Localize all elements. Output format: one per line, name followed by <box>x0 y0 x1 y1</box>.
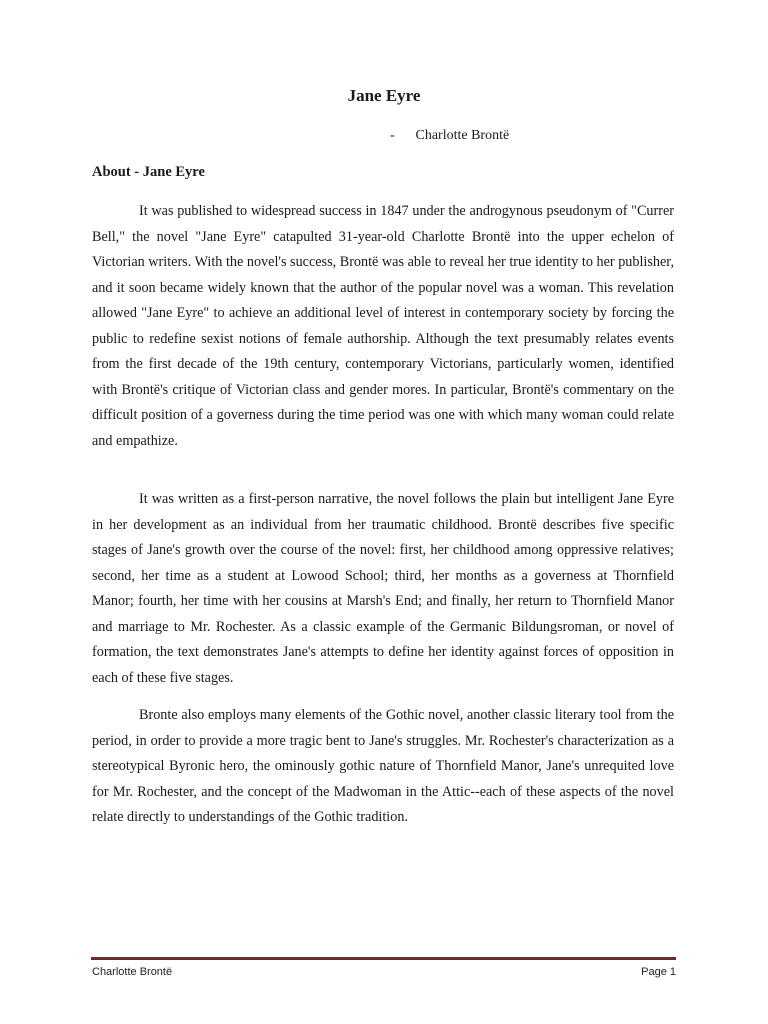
paragraph-narrative: It was written as a first-person narrative, the novel follows the plain but intelligent Jane Eyre in her development as an individual from her traumatic childhood. Brontë describes five specific stages of Jane's growth over the course of the novel: first, her childhood among oppressive relatives; second, her time as a student at Lowood School; third, her months as a governess at Thornfield Manor; fourth, her time with her cousins at Marsh's End; and finally, her return to Thornfield Manor and marriage to Mr. Rochester. As a classic example of the Germanic Bildungsroman, or novel of formation, the text demonstrates Jane's attempts to define her identity against forces of opposition in each of these five stages. <box>92 491 674 686</box>
author-line <box>390 128 509 144</box>
section-heading: About - Jane Eyre <box>92 164 205 180</box>
paragraph-publication: It was published to widespread success in 1847 under the androgynous pseudonym of "Currer Bell," the novel "Jane Eyre" catapulted 31-year-old Charlotte Brontë into the upper echelon of Victorian writers. With the novel's success, Brontë was able to reveal her true identity to her publisher, and it soon became widely known that the author of the popular novel was a woman. This revelation allowed "Jane Eyre" to achieve an additional level of interest in contemporary society by forcing the public to redefine sexist notions of female authorship. Although the text presumably relates events from the first decade of the 19th century, contemporary Victorians, particularly women, identified with Brontë's critique of Victorian class and gender mores. In particular, Brontë's commentary on the difficult position of a governess during the time period was one with which many woman could relate and empathize. <box>92 203 674 449</box>
document-title: Jane Eyre <box>347 86 421 105</box>
footer-page-number: Page 1 <box>641 966 676 978</box>
footer-rule <box>91 957 676 960</box>
footer-author: Charlotte Brontë <box>92 966 173 978</box>
author-name: Charlotte Brontë <box>415 128 510 143</box>
author-dash: - <box>390 128 395 143</box>
paragraph-gothic: Bronte also employs many elements of the Gothic novel, another classic literary tool from the period, in order to provide a more tragic bent to Jane's struggles. Mr. Rochester's characterization as a stereotypical Byronic hero, the ominously gothic nature of Thornfield Manor, Jane's unrequited love for Mr. Rochester, and the concept of the Madwoman in the Attic--each of these aspects of the novel relate directly to understandings of the Gothic tradition. <box>92 707 674 825</box>
